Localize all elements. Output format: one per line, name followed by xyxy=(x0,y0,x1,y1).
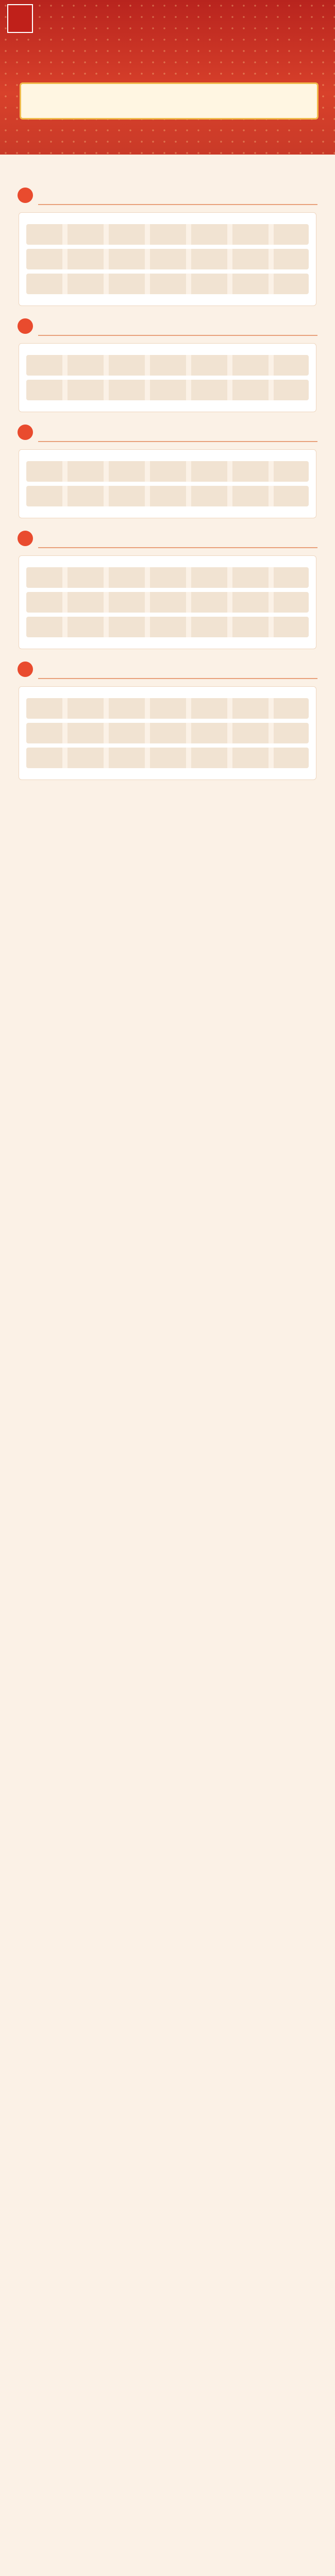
content-card xyxy=(19,686,316,780)
section-title-4 xyxy=(18,529,317,549)
logo-badge xyxy=(7,4,33,33)
section-icon xyxy=(18,318,33,334)
placeholder-block xyxy=(26,486,309,506)
content-card xyxy=(19,343,316,412)
section-icon xyxy=(18,531,33,546)
section-icon xyxy=(18,425,33,440)
placeholder-block xyxy=(26,249,309,269)
section-title-1 xyxy=(18,185,317,206)
placeholder-block xyxy=(26,748,309,768)
section-divider xyxy=(38,441,317,442)
section-title-5 xyxy=(18,659,317,680)
section-divider xyxy=(38,678,317,679)
hero-banner xyxy=(0,0,335,155)
placeholder-block xyxy=(26,380,309,400)
content-card xyxy=(19,555,316,649)
title-banner xyxy=(20,82,319,120)
section-title-3 xyxy=(18,422,317,443)
section-divider xyxy=(38,335,317,336)
placeholder-block xyxy=(26,567,309,588)
placeholder-block xyxy=(26,723,309,743)
placeholder-block xyxy=(26,355,309,376)
section-icon xyxy=(18,662,33,677)
placeholder-block xyxy=(26,617,309,637)
section-title-2 xyxy=(18,316,317,337)
intro-text xyxy=(0,155,335,175)
hero-decor xyxy=(0,0,335,155)
content-card xyxy=(19,449,316,518)
placeholder-block xyxy=(26,224,309,245)
placeholder-block xyxy=(26,274,309,294)
placeholder-block xyxy=(26,461,309,482)
section-divider xyxy=(38,204,317,205)
section-divider xyxy=(38,547,317,548)
section-icon xyxy=(18,188,33,203)
placeholder-block xyxy=(26,592,309,613)
content-card xyxy=(19,212,316,306)
placeholder-block xyxy=(26,698,309,719)
